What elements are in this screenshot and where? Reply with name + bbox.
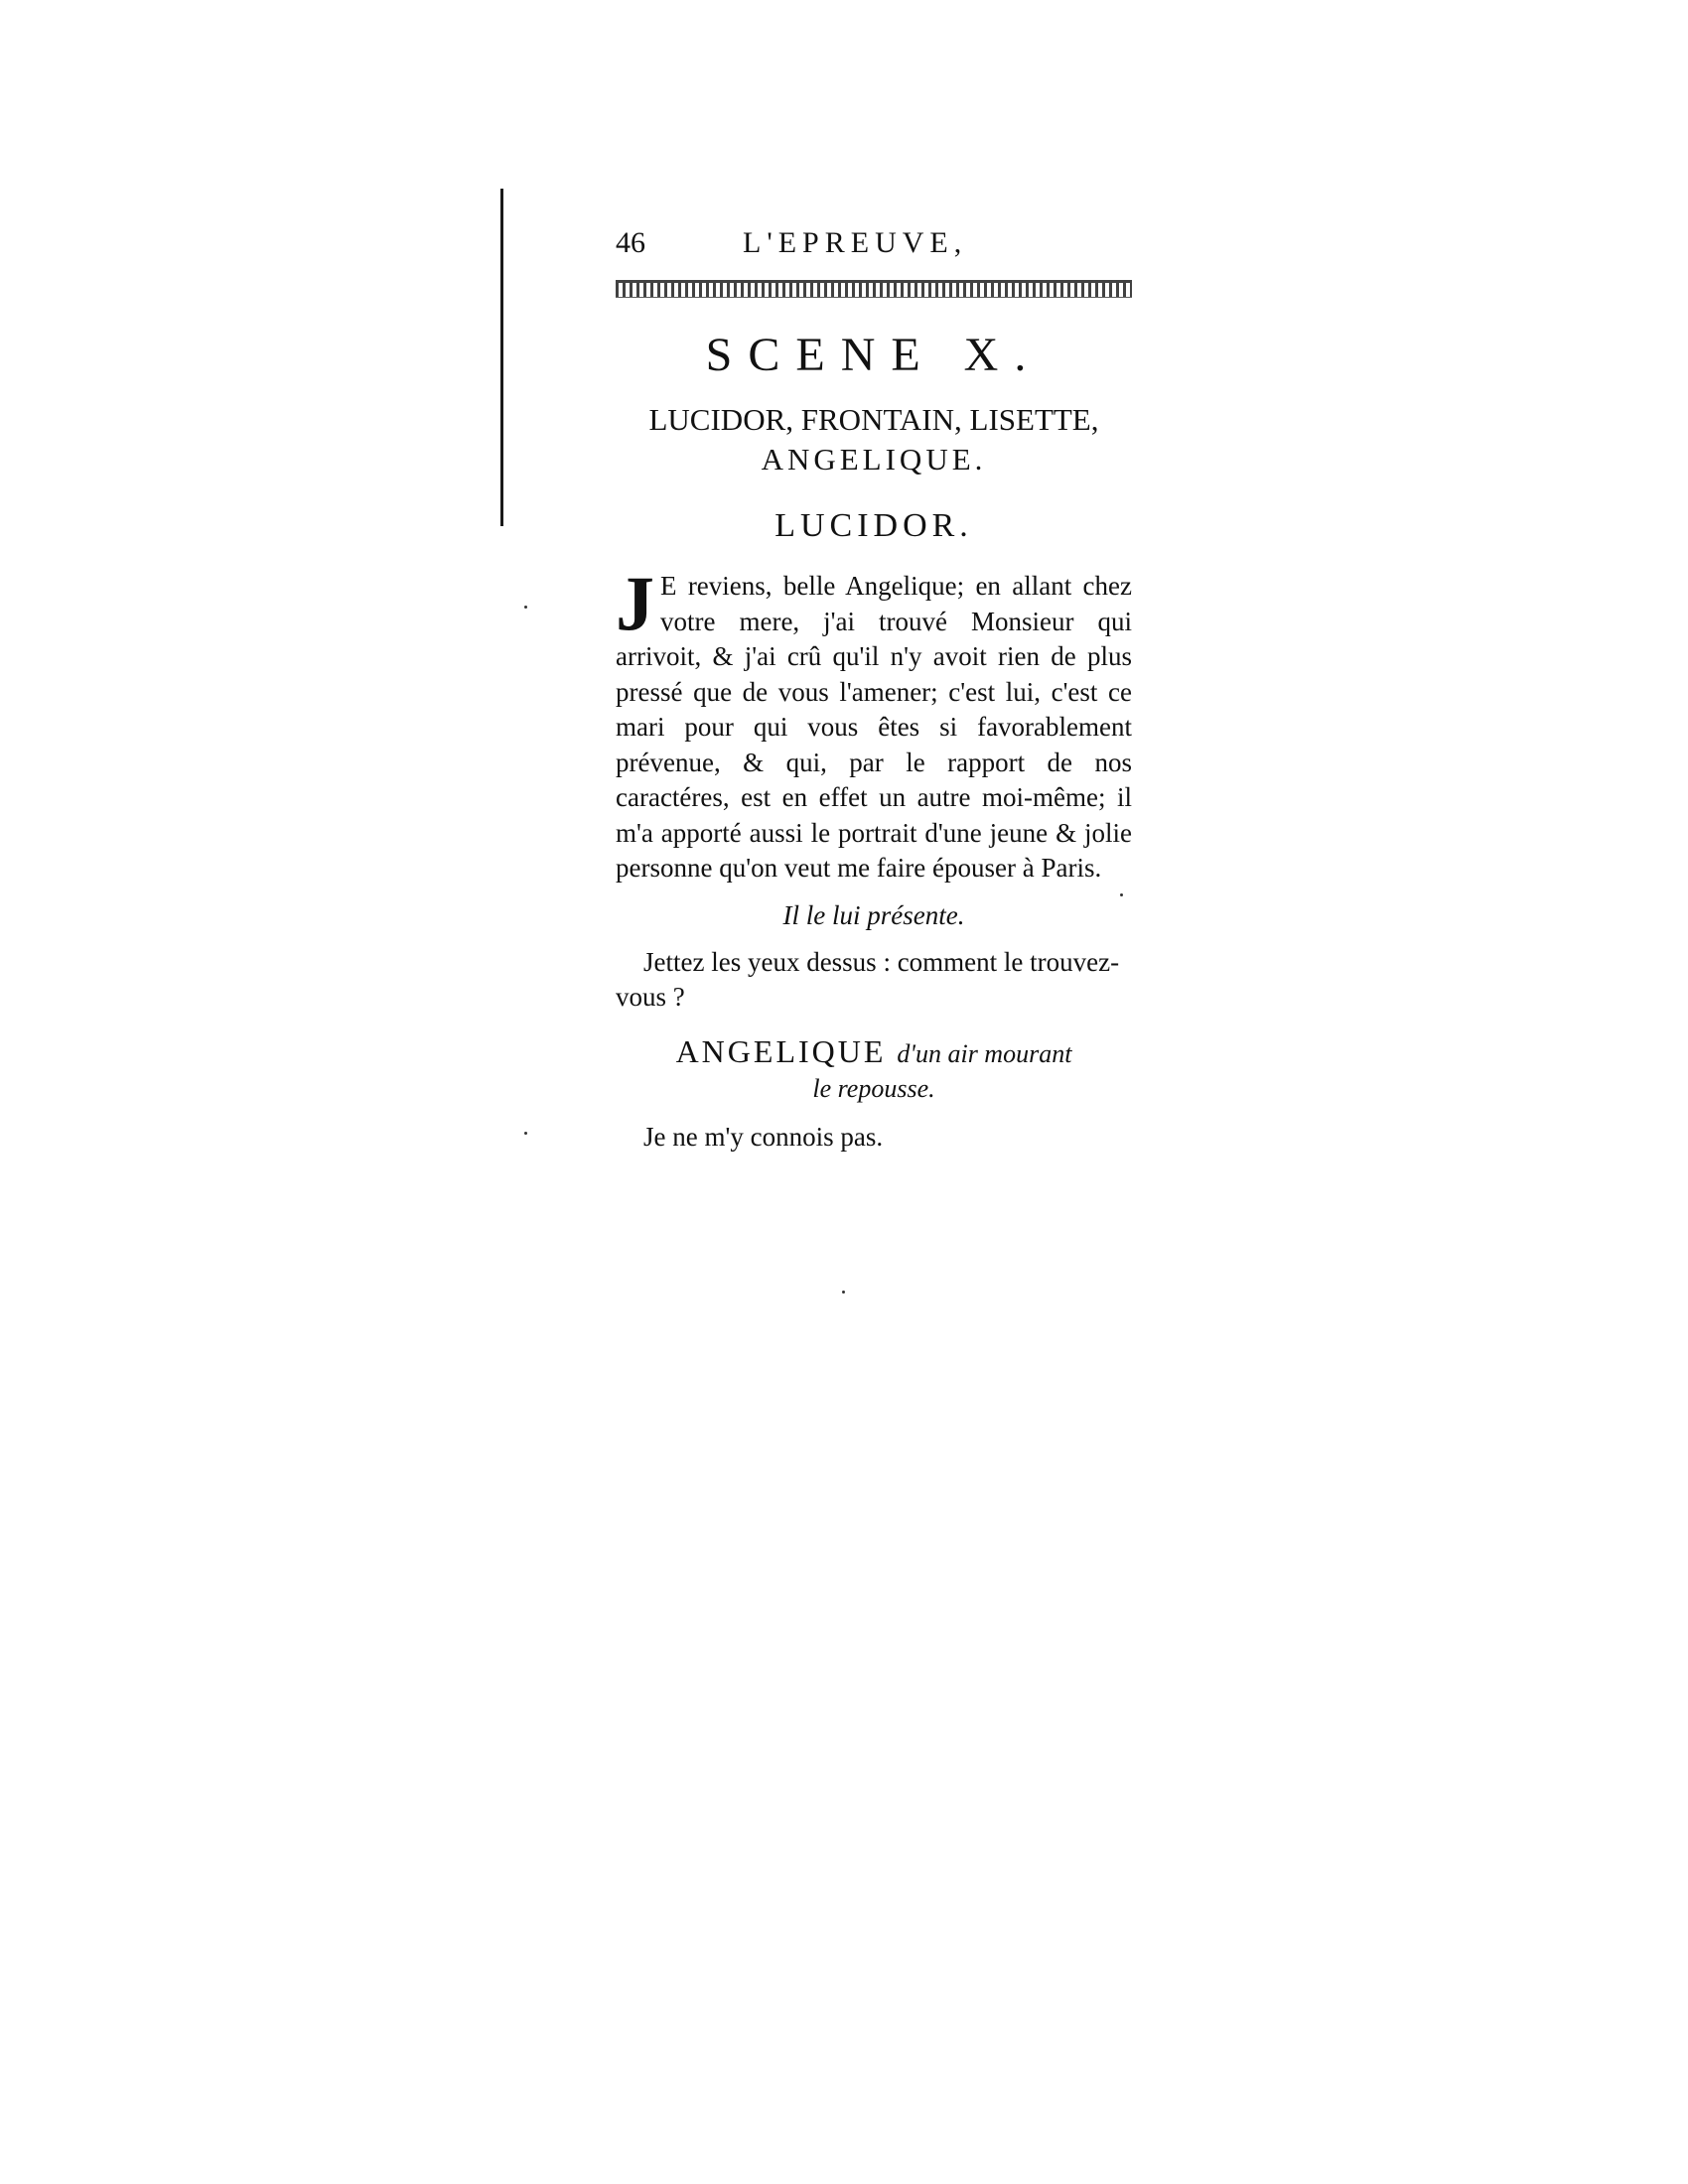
character-list-line-2: ANGELIQUE. (761, 442, 987, 477)
speech-angelique: Je ne m'y connois pas. (643, 1121, 884, 1152)
speaker-angelique (616, 1033, 1132, 1070)
running-title: L'EPREUVE, (743, 226, 968, 259)
scan-speck (1120, 893, 1123, 896)
running-head (616, 218, 1132, 278)
character-list (616, 400, 1132, 479)
stage-direction-2: le repousse. (812, 1073, 935, 1103)
drop-cap: J (616, 560, 654, 646)
scan-speck (524, 606, 527, 609)
scan-speck (524, 1132, 527, 1135)
speech-lucidor-2: Jettez les yeux dessus : comment le trouvez-vous ? (616, 946, 1120, 1012)
book-page (616, 218, 1132, 1153)
scene-title: SCENE X. (705, 329, 1043, 381)
scan-speck (842, 1291, 845, 1294)
speaker-angelique-name: ANGELIQUE (675, 1032, 887, 1069)
stage-direction-1: Il le lui présente. (782, 899, 965, 930)
scan-edge-mark (500, 189, 503, 526)
page-number: 46 (616, 226, 645, 259)
speech-lucidor (616, 560, 1132, 887)
speaker-lucidor: LUCIDOR. (774, 507, 973, 544)
character-list-line-1: LUCIDOR, FRONTAIN, LISETTE, (648, 402, 1099, 437)
speech-lucidor-text: E reviens, belle Angelique; en allant chez votre mere, j'ai trouvé Monsieur qui arrivoit, & j'ai crû qu'il n'y avoit rien de plus pressé que de vous l'amener; c'est lui, c'est ce mari pour qui vous êtes si favorablement prévenue, & qui, par le rapport de nos caractéres, est en effet un autre moi-même; il m'a apporté aussi le portrait d'une jeune & jolie personne qu'on veut me faire épouser à Paris. (616, 571, 1132, 883)
speaker-angelique-direction: d'un air mourant (897, 1038, 1072, 1068)
ornament-rule (616, 280, 1132, 298)
